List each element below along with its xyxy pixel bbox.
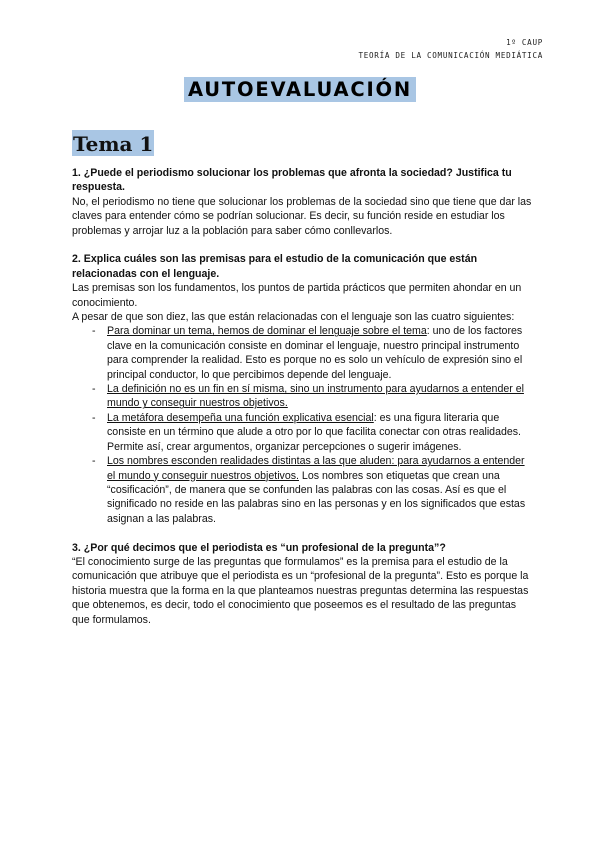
document-title: AUTOEVALUACIÓN: [184, 77, 416, 102]
list-item: [72, 382, 534, 411]
list-item: [72, 454, 534, 526]
page-header: [358, 37, 543, 62]
question-1: 1. ¿Puede el periodismo solucionar los problemas que afronta la sociedad? Justifica tu respuesta.: [72, 167, 512, 194]
list-dash: -: [92, 383, 96, 396]
document-body: [72, 166, 534, 627]
question-3: 3. ¿Por qué decimos que el periodista es “un profesional de la pregunta”?: [72, 541, 446, 554]
title-container: [0, 77, 600, 102]
premise-text: Los nombres son etiquetas que crean una “cosificación”, de manera que se confunden las palabras con las cosas. Así es que el significado no reside en las palabras sino en las personas y en los significados que estas asignan a las palabras.: [107, 469, 526, 525]
premise-title: Los nombres esconden realidades distintas a las que aluden: para ayudarnos a entender el mundo y conseguir nuestros objetivos.: [107, 455, 525, 482]
premises-list: [72, 324, 534, 526]
list-dash: -: [92, 325, 96, 338]
premise-title: Para dominar un tema, hemos de dominar el lenguaje sobre el tema: [107, 325, 427, 338]
list-dash: -: [92, 455, 96, 468]
list-item: [72, 411, 534, 454]
answer-1: No, el periodismo no tiene que solucionar los problemas de la sociedad sino que tiene que dar las claves para entender cómo se podrían solucionar. Es decir, su función reside en estudiar los problemas y arrojar luz a la población para saber cómo conllevarlos.: [72, 195, 532, 237]
answer-3: “El conocimiento surge de las preguntas que formulamos” es la premisa para el estudio de la comunicación que atribuye que el periodista es un “profesional de la pregunta”. Esto es porque la historia muestra que la forma en la que planteamos nuestras preguntas determina las respuestas que obtenemos, es decir, todo el conocimiento que poseemos es el resultado de las preguntas que formulamos.: [72, 555, 529, 626]
premise-text: : es una figura literaria que consiste en un término que alude a otro por lo que facilita conectar con otras realidades. Permite así, crear argumentos, organizar percepciones o sugerir imágenes.: [107, 411, 521, 453]
answer-2-intro-2: A pesar de que son diez, las que están relacionadas con el lenguaje son las cuatro siguientes:: [72, 311, 515, 324]
question-2: 2. Explica cuáles son las premisas para el estudio de la comunicación que están relacionadas con el lenguaje.: [72, 253, 478, 280]
header-course: 1º CAUP: [506, 38, 543, 47]
spacer: [72, 526, 534, 540]
header-subject: TEORÍA DE LA COMUNICACIÓN MEDIÁTICA: [358, 50, 543, 60]
premise-title: La definición no es un fin en sí misma, sino un instrumento para ayudarnos a entender el mundo y conseguir nuestros objetivos.: [107, 383, 524, 410]
list-item: [72, 324, 534, 382]
premise-text: : uno de los factores clave en la comunicación consiste en dominar el lenguaje, nuestro principal instrumento para comprender la realidad. Esto es porque no es solo un vehículo de expresión sino el principal conductor, lo que percibimos depende del lenguaje.: [107, 325, 523, 381]
list-dash: -: [92, 411, 96, 424]
premise-title: La metáfora desempeña una función explicativa esencial: [107, 411, 374, 424]
answer-2-intro: Las premisas son los fundamentos, los puntos de partida prácticos que permiten ahondar en un conocimiento.: [72, 282, 522, 309]
section-heading: Tema 1: [73, 132, 154, 156]
spacer: [72, 238, 534, 252]
